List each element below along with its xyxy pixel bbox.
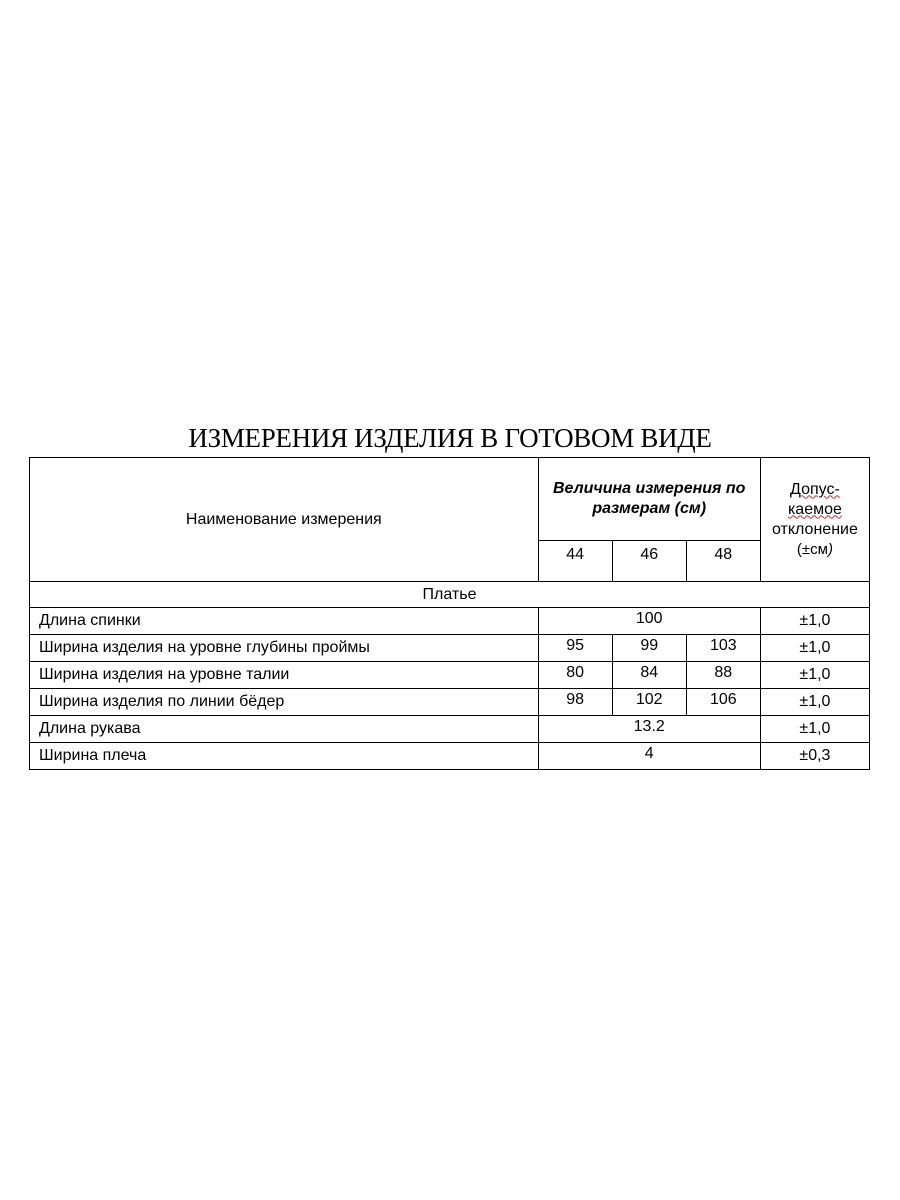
tolerance-label-line3: отклонение <box>771 520 858 538</box>
table-row <box>30 689 870 716</box>
table-row <box>30 608 870 635</box>
measurement-value: 13.2 <box>538 716 760 743</box>
measurement-value: 88 <box>686 662 760 689</box>
measurement-value: 106 <box>686 689 760 716</box>
header-measurement-magnitude: Величина измерения по размерам (см) <box>538 458 760 541</box>
measurement-tolerance: ±1,0 <box>760 662 869 689</box>
measurement-tolerance: ±0,3 <box>760 743 869 770</box>
measurement-value: 103 <box>686 635 760 662</box>
measurement-value: 80 <box>538 662 612 689</box>
tolerance-label-line2: каемое <box>787 500 842 518</box>
measurement-name: Длина спинки <box>30 608 539 635</box>
tolerance-label-line1: Допус- <box>790 480 840 498</box>
measurement-name: Ширина изделия на уровне глубины проймы <box>30 635 539 662</box>
measurement-value: 99 <box>612 635 686 662</box>
header-tolerance <box>760 458 869 582</box>
table-row <box>30 743 870 770</box>
measurement-name: Ширина изделия по линии бёдер <box>30 689 539 716</box>
measurement-value: 95 <box>538 635 612 662</box>
table-header-row <box>30 458 870 541</box>
tolerance-label-line4: (±см <box>796 540 828 558</box>
measurement-value: 98 <box>538 689 612 716</box>
document-title: ИЗМЕРЕНИЯ ИЗДЕЛИЯ В ГОТОВОМ ВИДЕ <box>188 423 712 453</box>
size-header: 48 <box>686 541 760 582</box>
table-row <box>30 716 870 743</box>
size-header: 46 <box>612 541 686 582</box>
measurement-name: Ширина изделия на уровне талии <box>30 662 539 689</box>
table-row <box>30 662 870 689</box>
measurement-tolerance: ±1,0 <box>760 608 869 635</box>
measurement-name: Ширина плеча <box>30 743 539 770</box>
measurement-tolerance: ±1,0 <box>760 716 869 743</box>
measurements-table <box>29 457 870 770</box>
measurement-value: 100 <box>538 608 760 635</box>
header-measurement-name: Наименование измерения <box>30 458 539 582</box>
measurement-tolerance: ±1,0 <box>760 635 869 662</box>
tolerance-label-paren: ) <box>827 540 833 558</box>
section-row <box>30 582 870 608</box>
measurement-value: 84 <box>612 662 686 689</box>
measurement-name: Длина рукава <box>30 716 539 743</box>
section-label: Платье <box>30 582 870 608</box>
table-row <box>30 635 870 662</box>
size-header: 44 <box>538 541 612 582</box>
measurement-value: 4 <box>538 743 760 770</box>
measurement-value: 102 <box>612 689 686 716</box>
measurement-tolerance: ±1,0 <box>760 689 869 716</box>
